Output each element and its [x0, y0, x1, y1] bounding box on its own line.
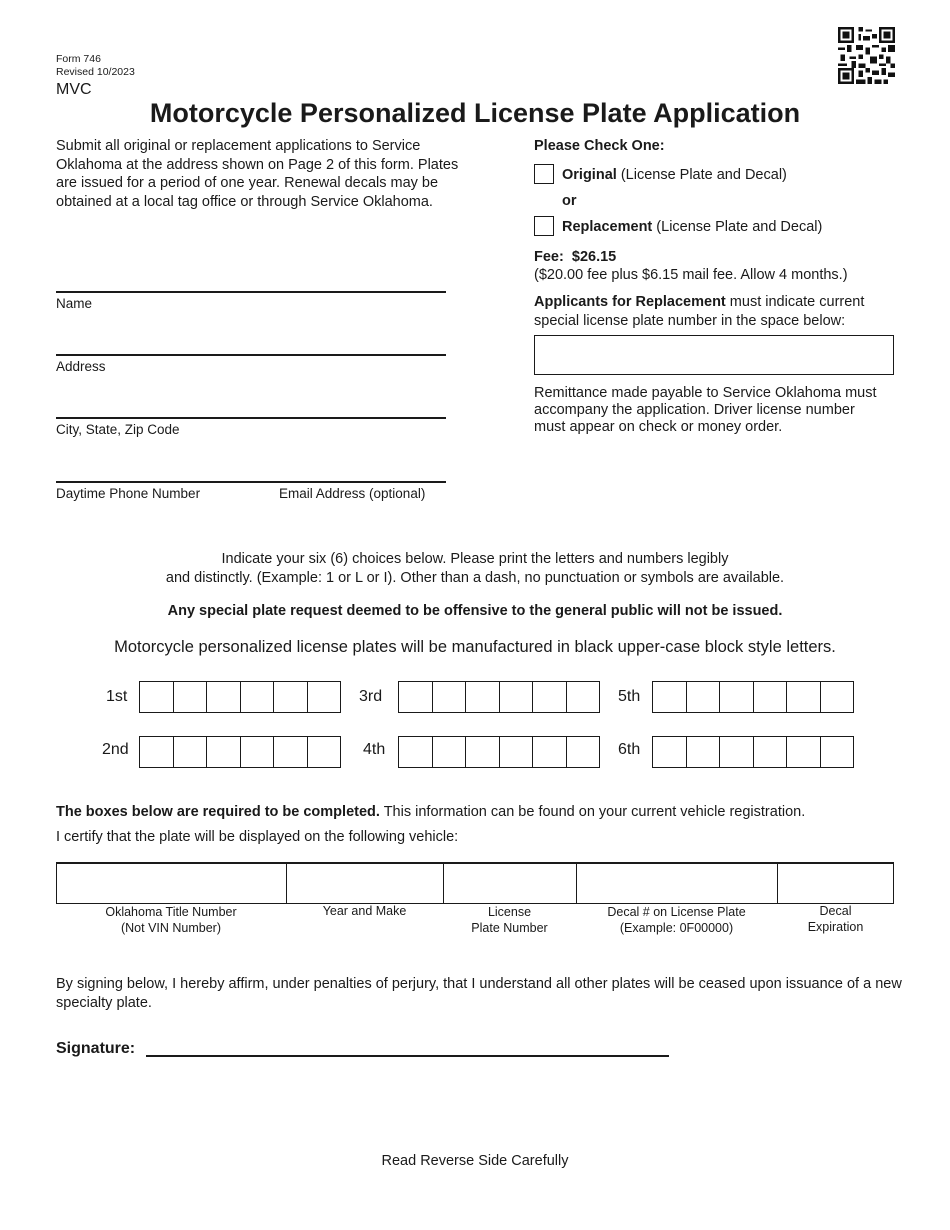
required-notice [56, 803, 805, 822]
title-number-caption: Oklahoma Title Number (Not VIN Number) [105, 905, 237, 935]
replacement-rest: (License Plate and Decal) [656, 219, 823, 235]
division-code: MVC [56, 81, 92, 98]
choice-3-label: 3rd [359, 688, 383, 705]
replacement-note-bold: Applicants for Replacement [534, 294, 726, 310]
email-label: Email Address (optional) [279, 486, 426, 501]
choice-4-boxes[interactable] [398, 736, 600, 768]
city-state-zip-label: City, State, Zip Code [56, 422, 180, 437]
original-option-label [562, 166, 787, 185]
or-text: or [562, 193, 577, 209]
required-bold: The boxes below are required to be completed. [56, 804, 380, 820]
footer-note: Read Reverse Side Carefully [381, 1153, 569, 1169]
certify-text: I certify that the plate will be displayed on the following vehicle: [56, 829, 459, 845]
license-plate-number-input[interactable] [444, 864, 577, 903]
decal-number-input[interactable] [577, 864, 778, 903]
original-rest: (License Plate and Decal) [620, 167, 787, 183]
check-heading: Please Check One: [534, 138, 665, 154]
choice-3-boxes[interactable] [398, 681, 600, 713]
phone-email-line[interactable] [56, 481, 446, 483]
address-line[interactable] [56, 354, 446, 356]
choices-instructions-2: and distinctly. (Example: 1 or L or I). Other than a dash, no punctuation or symbols are available. [165, 570, 785, 586]
qr-code-icon [838, 27, 895, 84]
replacement-checkbox[interactable] [534, 216, 554, 236]
page-title: Motorcycle Personalized License Plate Application [149, 98, 801, 128]
decal-number-caption: Decal # on License Plate (Example: 0F00000) [607, 905, 746, 935]
choice-2-label: 2nd [102, 741, 129, 758]
decal-expiration-caption: Decal Expiration [807, 904, 864, 934]
replacement-bold: Replacement [562, 219, 653, 235]
choice-5-label: 5th [618, 688, 641, 705]
replacement-option-label [562, 218, 822, 237]
current-plate-number-input[interactable] [534, 335, 894, 375]
address-label: Address [56, 359, 106, 374]
affirmation-text: By signing below, I hereby affirm, under penalties of perjury, that I understand all other plates will be ceased upon issuance of a new specialty plate. [56, 976, 902, 1011]
year-make-input[interactable] [287, 864, 444, 903]
fee-label: Fee: [534, 249, 564, 265]
offensive-warning: Any special plate request deemed to be offensive to the general public will not be issued. [167, 603, 783, 619]
fee-line [534, 248, 616, 267]
intro-text: Submit all original or replacement applications to Service Oklahoma at the address shown on Page 2 of this form. Plates are issued for a period of one year. Renewal decals may be obtained at a local tag office or through Service Oklahoma. [56, 138, 459, 210]
fee-detail: ($20.00 fee plus $6.15 mail fee. Allow 4 months.) [534, 267, 848, 283]
phone-label: Daytime Phone Number [56, 486, 201, 501]
name-line[interactable] [56, 291, 446, 293]
required-rest: This information can be found on your current vehicle registration. [383, 804, 806, 820]
choice-5-boxes[interactable] [652, 681, 854, 713]
replacement-note-rest: must indicate current special license plate number in the space below: [534, 294, 865, 329]
signature-label: Signature: [56, 1040, 136, 1057]
choice-1-label: 1st [106, 688, 128, 705]
decal-expiration-input[interactable] [778, 864, 893, 903]
choice-6-label: 6th [618, 741, 641, 758]
remittance-text: Remittance made payable to Service Oklahoma must accompany the application. Driver license number must appear on check or money order. [534, 385, 877, 435]
choice-6-boxes[interactable] [652, 736, 854, 768]
title-number-input[interactable] [57, 864, 287, 903]
fee-amount: $26.15 [571, 249, 617, 265]
choice-4-label: 4th [363, 741, 386, 758]
license-plate-caption: License Plate Number [471, 905, 548, 935]
vehicle-info-table [56, 862, 894, 904]
revised-date: Revised 10/2023 [56, 66, 135, 78]
form-number: Form 746 [56, 53, 101, 65]
year-make-caption: Year and Make [322, 904, 407, 918]
name-label: Name [56, 296, 93, 311]
original-checkbox[interactable] [534, 164, 554, 184]
city-state-zip-line[interactable] [56, 417, 446, 419]
original-bold: Original [562, 167, 617, 183]
choice-2-boxes[interactable] [139, 736, 341, 768]
manufacture-note: Motorcycle personalized license plates will be manufactured in black upper-case block style letters. [114, 638, 836, 656]
replacement-note [534, 293, 899, 330]
choice-1-boxes[interactable] [139, 681, 341, 713]
signature-line[interactable] [146, 1055, 669, 1057]
choices-instructions-1: Indicate your six (6) choices below. Please print the letters and numbers legibly [221, 551, 729, 567]
